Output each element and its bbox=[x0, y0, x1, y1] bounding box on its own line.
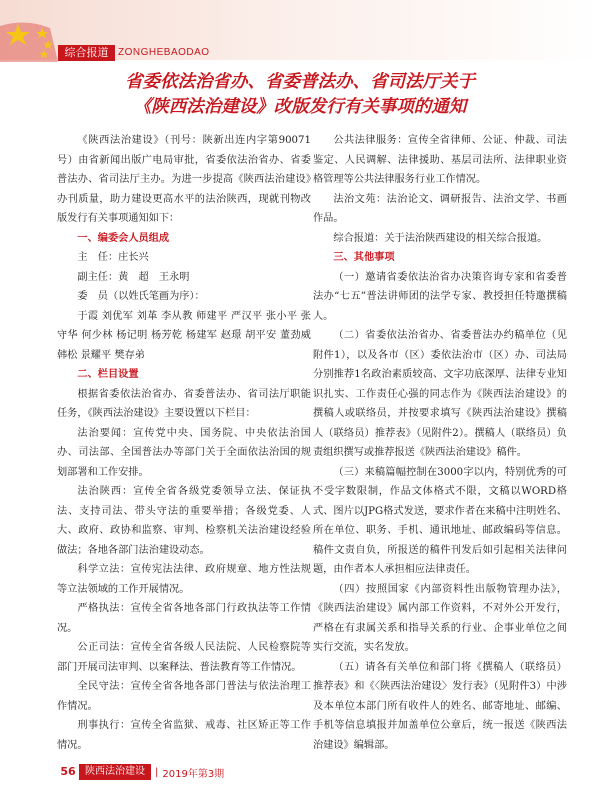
body-paragraph: 《陕西法治建设》（刊号：陕新出连内字第90071号）由省新闻出版广电局审批，省委依法治省办、省委普法办、省司法厅主办。为进一步提高《陕西法治建设》办刊质量，助力建设更高水平的法治陕西，现就刊物改版发行有关事项通知如下： bbox=[57, 135, 311, 224]
body-paragraph: （五）请各有关单位和部门将《撰稿人（联络员）推荐表》和《〈陕西法治建设〉发行表》（见附件3）中涉及本单位本部门所有收件人的姓名、邮寄地址、邮编、手机等信息填报并加盖单位公章后，统一报送《陕西法治建设》编辑部。 bbox=[313, 661, 567, 751]
footer-separator: | bbox=[155, 766, 159, 778]
issue-label: 2019年第3期 bbox=[162, 768, 225, 780]
section-heading: 二、栏目设置 bbox=[77, 369, 139, 380]
body-paragraph: 严格执法：宣传全省各地各部门行政执法等工作情况。 bbox=[57, 603, 311, 634]
body-paragraph: 法治要闻：宣传党中央、国务院、中央依法治国办、司法部、全国普法办等部门关于全面依法治国的规划部署和工作安排。 bbox=[57, 427, 311, 478]
page-number: 56 bbox=[60, 765, 76, 778]
page-footer bbox=[57, 763, 224, 781]
body-paragraph: 全民守法：宣传全省各地各部门普法与依法治理工作情况。 bbox=[57, 681, 311, 712]
section-tag: 综合报道 bbox=[58, 45, 115, 61]
body-paragraph: 公正司法：宣传全省各级人民法院、人民检察院等部门开展司法审判、以案释法、普法教育等工作情况。 bbox=[57, 642, 311, 673]
body-paragraph: 法治陕西：宣传全省各级党委领导立法、保证执法、支持司法、带头守法的重要举措；各级党委、人大、政府、政协和监察、审判、检察机关法治建设经验做法；各地各部门法治建设动态。 bbox=[57, 486, 311, 556]
right-column bbox=[313, 131, 567, 755]
body-paragraph: 根据省委依法治省办、省委普法办、省司法厅职能任务，《陕西法治建设》主要设置以下栏目： bbox=[57, 388, 311, 419]
body-paragraph: （四）按照国家《内部资料性出版物管理办法》，《陕西法治建设》属内部工作资料，不对外公开发行，严格在有隶属关系和指导关系的行业、企事业单位之间实行交流，实名发放。 bbox=[313, 583, 567, 653]
body-paragraph: （三）来稿篇幅控制在3000字以内，特别优秀的可不受字数限制，作品文体格式不限，文稿以WORD格式、图片以JPG格式发送，要求作者在来稿中注明姓名、所在单位、职务、手机、通讯地址、邮政编码等信息。稿件文责自负，所报送的稿件刊发后如引起相关法律问题，由作者本人承担相应法律责任。 bbox=[313, 466, 567, 575]
article-title-line2: 《陕西法治建设》改版发行有关事项的通知 bbox=[133, 97, 467, 117]
body-paragraph: 综合报道：关于法治陕西建设的相关综合报道。 bbox=[333, 232, 548, 244]
body-paragraph: 法治文苑：法治论文、调研报告、法治文学、书画作品。 bbox=[313, 193, 567, 224]
section-heading: 一、编委会人员组成 bbox=[77, 232, 170, 244]
journal-name: 陕西法治建设 bbox=[79, 764, 151, 780]
body-paragraph: 于霞 刘优军 刘革 李从教 师建平 严汉平 张小平 张守华 何少林 杨记明 杨芳乾 杨建军 赵璟 胡平安 董劲威 韩松 景耀平 樊存弟 bbox=[57, 310, 311, 361]
left-column bbox=[57, 131, 311, 755]
body-paragraph: 公共法律服务：宣传全省律师、公证、仲裁、司法鉴定、人民调解、法律援助、基层司法所、法律职业资格管理等公共法律服务行业工作情况。 bbox=[313, 135, 567, 185]
section-heading: 三、其他事项 bbox=[333, 252, 395, 263]
article-title-line1: 省委依法治省办、省委普法办、省司法厅关于 bbox=[125, 72, 475, 92]
body-paragraph: 主 任：庄长兴 bbox=[77, 252, 149, 263]
body-paragraph: （二）省委依法治省办、省委普法办约稿单位（见附件1），以及各市（区）委依法治市（区）办、司法局分别推荐1名政治素质较高、文字功底深厚、法律专业知识扎实、工作责任心强的同志作为《陕西法治建设》的撰稿人或联络员，并按要求填写《陕西法治建设》撰稿人（联络员）推荐表》（见附件2）。撰稿人（联络员）负责组织撰写或推荐报送《陕西法治建设》稿件。 bbox=[313, 330, 567, 458]
body-paragraph: 刑事执行：宣传全省监狱、戒毒、社区矫正等工作情况。 bbox=[57, 720, 311, 751]
section-pinyin: ZONGHEBAODAO bbox=[118, 47, 210, 58]
body-paragraph: 副主任：黄 超 王永明 bbox=[77, 271, 190, 283]
body-paragraph: （一）邀请省委依法治省办决策咨询专家和省委普法办“七五”普法讲师团的法学专家、教授担任特邀撰稿人。 bbox=[313, 271, 567, 322]
body-paragraph: 科学立法：宣传宪法法律、政府规章、地方性法规等立法领域的工作开展情况。 bbox=[57, 564, 311, 595]
body-paragraph: 委 员（以姓氏笔画为序）： bbox=[77, 291, 205, 302]
